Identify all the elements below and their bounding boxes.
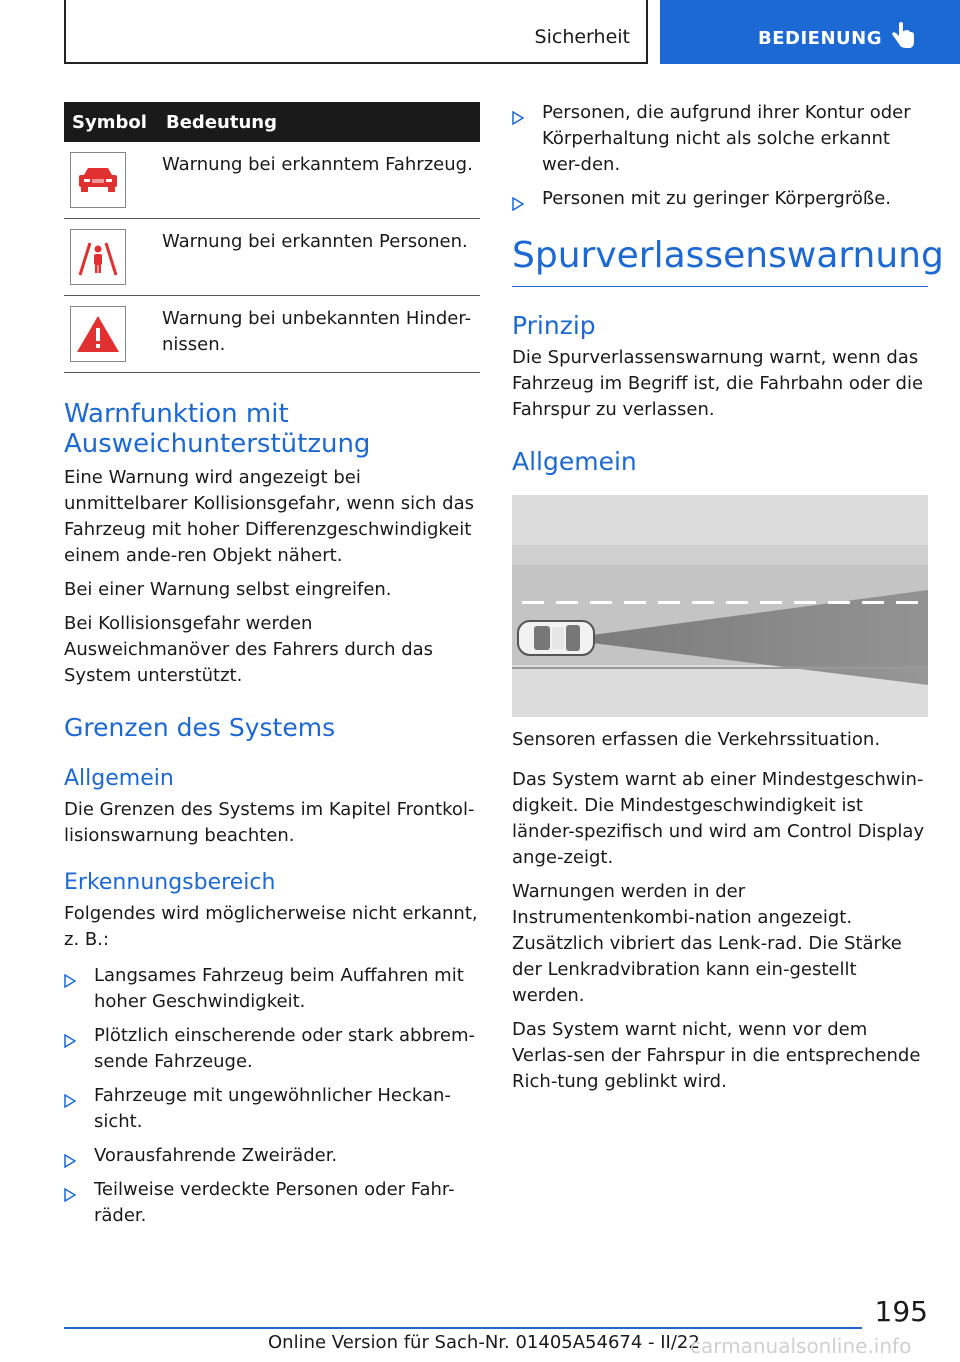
paragraph: Die Spurverlassenswarnung warnt, wenn das Fahrzeug im Begriff ist, die Fahrbahn oder die Fahrspur zu verlassen. bbox=[512, 347, 924, 420]
section-title-limits: Grenzen des Systems bbox=[64, 713, 336, 742]
paragraph: Sensoren erfassen die Verkehrssituation. bbox=[512, 729, 881, 750]
left-column bbox=[64, 102, 480, 1237]
list-item bbox=[64, 1143, 480, 1169]
subsection-title-detection: Erkennungsbereich bbox=[64, 870, 276, 895]
list-item-text: Personen mit zu geringer Körpergröße. bbox=[542, 188, 891, 209]
paragraph: Folgendes wird möglicherweise nicht erkannt, z. B.: bbox=[64, 903, 478, 950]
paragraph: Bei Kollisionsgefahr werden Ausweichmanöver des Fahrers durch das System unterstützt. bbox=[64, 613, 434, 686]
paragraph: Warnungen werden in der Instrumentenkombi-nation angezeigt. Zusätzlich vibriert das Lenk-rad. Die Stärke der Lenkradvibration kann ein-gestellt werden. bbox=[512, 881, 902, 1006]
watermark-text: carmanualsonline.info bbox=[690, 1334, 912, 1358]
subsection-title-principle: Prinzip bbox=[512, 311, 596, 340]
subsection-title-general: Allgemein bbox=[64, 766, 174, 791]
triangle-bullet-icon bbox=[64, 1030, 76, 1056]
paragraph: Das System warnt nicht, wenn vor dem Verlas-sen der Fahrspur in die entsprechende Rich-tung geblinkt wird. bbox=[512, 1019, 921, 1092]
chapter-tab-label: BEDIENUNG bbox=[758, 28, 882, 49]
table-header-symbol: Symbol bbox=[64, 102, 158, 142]
symbol-table bbox=[64, 102, 480, 373]
section-title-evasion: Warnfunktion mit Ausweichunterstützung bbox=[64, 399, 371, 459]
list-item bbox=[64, 1177, 480, 1229]
table-header-meaning: Bedeutung bbox=[158, 102, 480, 142]
detection-list bbox=[64, 963, 480, 1229]
list-item-text: Langsames Fahrzeug beim Auffahren mit hoher Geschwindigkeit. bbox=[94, 965, 464, 1012]
triangle-bullet-icon bbox=[512, 107, 524, 133]
list-item bbox=[512, 100, 928, 178]
pedestrian-warning-icon bbox=[70, 229, 126, 285]
vehicle-warning-icon bbox=[70, 152, 126, 208]
list-item bbox=[64, 1083, 480, 1135]
title-underline bbox=[512, 286, 928, 287]
detection-list-continued bbox=[512, 100, 928, 212]
chapter-tab[interactable] bbox=[660, 0, 960, 64]
paragraph: Das System warnt ab einer Mindestgeschwin-digkeit. Die Mindestgeschwindigkeit ist länder-spezifisch und wird am Control Display ange-zeigt. bbox=[512, 769, 925, 868]
list-item-text: Personen, die aufgrund ihrer Kontur oder Körperhaltung nicht als solche erkannt wer-den. bbox=[542, 102, 911, 175]
triangle-bullet-icon bbox=[512, 193, 524, 219]
table-cell-meaning: Warnung bei erkanntem Fahrzeug. bbox=[158, 142, 480, 219]
lane-departure-illustration bbox=[512, 495, 928, 717]
list-item-text: Vorausfahrende Zweiräder. bbox=[94, 1145, 338, 1166]
table-row bbox=[64, 142, 480, 219]
list-item bbox=[512, 186, 928, 212]
table-row bbox=[64, 219, 480, 296]
list-item bbox=[64, 963, 480, 1015]
footer-version-text: Online Version für Sach-Nr. 01405A54674 - II/22 bbox=[268, 1332, 700, 1353]
list-item-text: Teilweise verdeckte Personen oder Fahr-räder. bbox=[94, 1179, 455, 1226]
subsection-title-general: Allgemein bbox=[512, 447, 637, 476]
list-item-text: Plötzlich einscherende oder stark abbrem-sende Fahrzeuge. bbox=[94, 1025, 475, 1072]
table-cell-meaning: Warnung bei unbekannten Hinder-nissen. bbox=[158, 296, 480, 373]
footer-rule bbox=[64, 1327, 862, 1329]
list-item-text: Fahrzeuge mit ungewöhnlicher Heckan-sicht. bbox=[94, 1085, 451, 1132]
table-cell-meaning: Warnung bei erkannten Personen. bbox=[158, 219, 480, 296]
list-item bbox=[64, 1023, 480, 1075]
chapter-title-lane-departure: Spurverlassenswarnung bbox=[512, 235, 944, 276]
right-column bbox=[512, 100, 944, 1095]
paragraph: Eine Warnung wird angezeigt bei unmittelbarer Kollisionsgefahr, wenn sich das Fahrzeug mit hoher Differenzgeschwindigkeit einem ande-ren Objekt nähert. bbox=[64, 467, 474, 566]
obstacle-warning-triangle-icon bbox=[70, 306, 126, 362]
paragraph: Die Grenzen des Systems im Kapitel Frontkol-lisionswarnung beachten. bbox=[64, 799, 475, 846]
triangle-bullet-icon bbox=[64, 1184, 76, 1210]
triangle-bullet-icon bbox=[64, 970, 76, 996]
table-row bbox=[64, 296, 480, 373]
pointing-hand-icon bbox=[890, 22, 916, 54]
triangle-bullet-icon bbox=[64, 1090, 76, 1116]
header-section-title: Sicherheit bbox=[534, 26, 630, 48]
paragraph: Bei einer Warnung selbst eingreifen. bbox=[64, 579, 392, 600]
triangle-bullet-icon bbox=[64, 1150, 76, 1176]
page-number: 195 bbox=[874, 1295, 928, 1328]
